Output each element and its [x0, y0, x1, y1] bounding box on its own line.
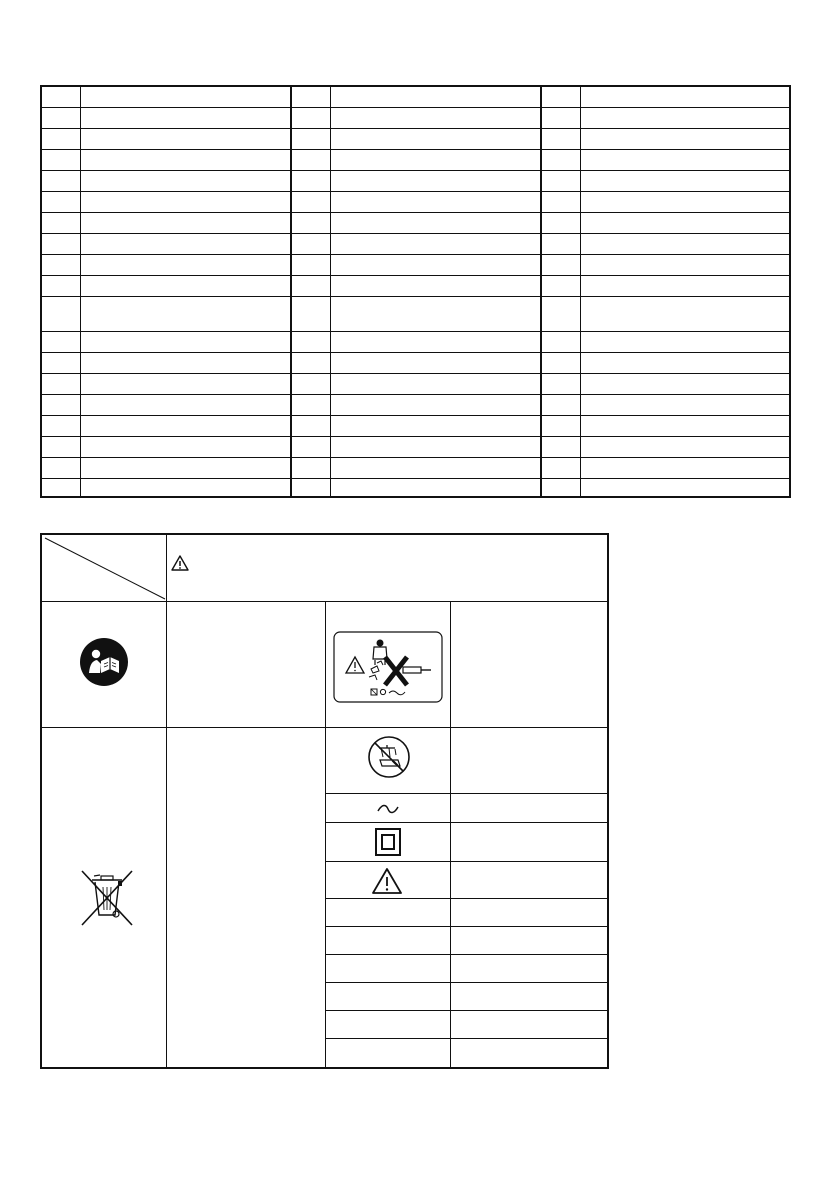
parts-table-row — [42, 171, 789, 192]
parts-table-row — [42, 276, 789, 297]
symbol-subrow-rule — [325, 822, 607, 823]
no-rain-icon — [367, 735, 411, 779]
symbol-subrow-rule — [325, 982, 607, 983]
parts-table-row — [42, 87, 789, 108]
parts-table-row — [42, 213, 789, 234]
symbol-subrow-rule — [325, 1038, 607, 1039]
header-diagonal-cell — [42, 535, 167, 601]
col2-divider — [325, 601, 326, 1067]
row1-bottom-rule — [42, 727, 607, 728]
parts-col-divider — [580, 87, 581, 496]
parts-table-row — [42, 395, 789, 416]
col1-divider — [166, 535, 167, 1067]
parts-table-row — [42, 353, 789, 374]
symbols-table — [40, 533, 609, 1069]
symbol-subrow-rule — [325, 898, 607, 899]
symbol-subrow-rule — [325, 1010, 607, 1011]
parts-table-row — [42, 437, 789, 458]
parts-table-row — [42, 255, 789, 276]
parts-table — [40, 85, 791, 498]
parts-table-row — [42, 416, 789, 437]
warning-triangle-icon — [171, 555, 189, 571]
read-manual-icon — [79, 637, 129, 687]
parts-table-row — [42, 192, 789, 213]
parts-table-row — [42, 108, 789, 129]
parts-table-row — [42, 297, 789, 332]
col3-divider — [450, 601, 451, 1067]
parts-col-divider — [80, 87, 81, 496]
alternating-current-icon — [376, 803, 400, 815]
parts-table-row — [42, 479, 789, 500]
parts-table-row — [42, 374, 789, 395]
parts-table-row — [42, 458, 789, 479]
crossed-out-bin-icon — [78, 867, 136, 927]
machine-warning-label-icon — [333, 631, 443, 703]
parts-table-row — [42, 129, 789, 150]
parts-table-row — [42, 332, 789, 353]
double-insulation-icon — [374, 827, 402, 857]
symbol-subrow-rule — [325, 793, 607, 794]
symbol-subrow-rule — [325, 861, 607, 862]
caution-triangle-icon — [371, 867, 403, 895]
parts-group-divider — [540, 87, 542, 496]
parts-table-row — [42, 234, 789, 255]
parts-table-row — [42, 150, 789, 171]
parts-col-divider — [330, 87, 331, 496]
symbol-subrow-rule — [325, 926, 607, 927]
parts-group-divider — [290, 87, 292, 496]
symbol-subrow-rule — [325, 954, 607, 955]
